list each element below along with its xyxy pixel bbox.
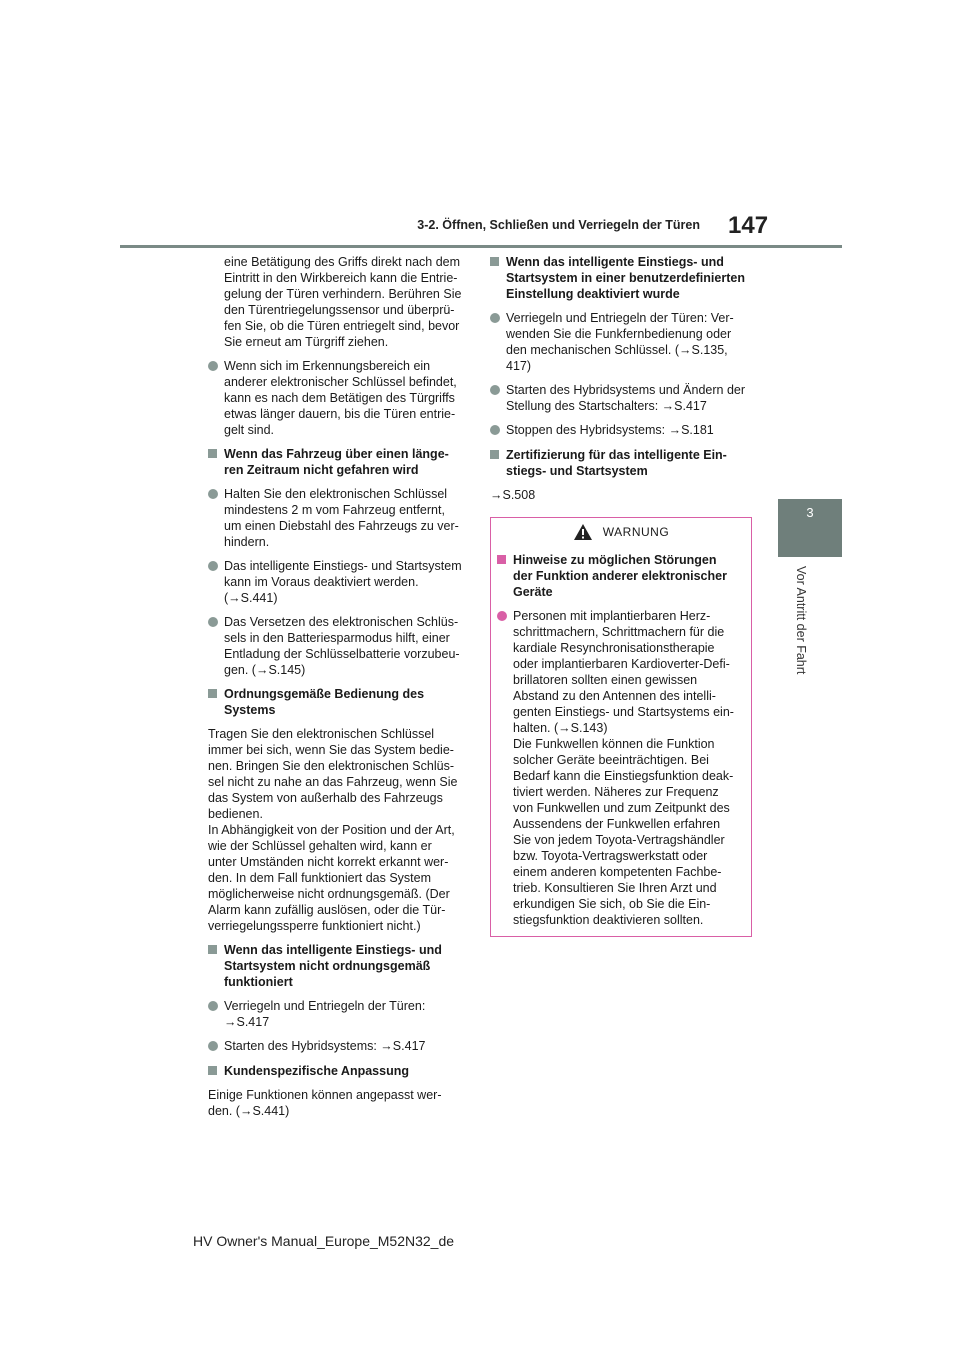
- bullet-dot-icon: [208, 361, 218, 371]
- warning-label: WARNUNG: [602, 525, 670, 539]
- list-item: [490, 310, 752, 374]
- list-item: [208, 998, 468, 1030]
- list-item: [490, 382, 752, 414]
- footer-text: HV Owner's Manual_Europe_M52N32_de: [193, 1233, 455, 1249]
- body-paragraph: Tragen Sie den elektronischen Schlüssel immer bei sich, wenn Sie das System bedie- nen. Bringen Sie den elektronischen Schlüs- sel nicht zu nahe an das Fahrzeug, wenn Sie das System von außerhalb des Fahrzeugs bedienen. In Abhängigkeit von der Position und der Art, wie der Schlüssel gehalten wird, kann er unter Umständen nicht korrekt erkannt wer- den. In dem Fall funktioniert das System möglicherweise nicht ordnungsgemäß. (Der Alarm kann zufällig auslösen, oder die Tür- verriegelungssperre funktioniert nicht.): [208, 727, 458, 933]
- section-heading-text: Ordnungsgemäße Bedienung des Systems: [224, 687, 425, 717]
- chapter-tab[interactable]: [778, 499, 842, 557]
- list-item-text: Das intelligente Einstiegs- und Startsystem kann im Voraus deaktiviert werden. (→S.441): [224, 559, 462, 605]
- section-heading-text: Wenn das intelligente Einstiegs- und Startsystem in einer benutzerdefinierten Einstellung deaktiviert wurde: [506, 255, 745, 301]
- chapter-title: Vor Antritt der Fahrt: [794, 566, 808, 675]
- heading-square-icon: [208, 1066, 217, 1075]
- chapter-number: 3: [806, 505, 814, 520]
- section-heading-text: Zertifizierung für das intelligente Ein- stiegs- und Startsystem: [506, 448, 727, 478]
- list-item-text: Halten Sie den elektronischen Schlüssel mindestens 2 m vom Fahrzeug entfernt, um einen Diebstahl des Fahrzeugs zu ver- hindern.: [224, 487, 459, 549]
- heading-square-icon: [208, 449, 217, 458]
- section-heading: [208, 446, 468, 478]
- section-title: 3-2. Öffnen, Schließen und Verriegeln der Türen: [417, 218, 700, 232]
- list-item-text: Verriegeln und Entriegeln der Türen: Ver- wenden Sie die Funkfernbedienung oder den mechanischen Schlüssel. (→S.135, 417): [506, 311, 734, 373]
- section-heading: [208, 686, 468, 718]
- body-paragraph: →S.508: [490, 488, 536, 502]
- warning-triangle-icon: [573, 523, 593, 541]
- warning-heading-text: Hinweise zu möglichen Störungen der Funktion anderer elektronischer Geräte: [513, 553, 727, 599]
- list-item-text: Das Versetzen des elektronischen Schlüs- sels in den Batteriesparmodus hilft, einer Entladung der Schlüsselbatterie vorzubeu- gen. (→S.145): [224, 615, 460, 677]
- bullet-dot-icon: [208, 1001, 218, 1011]
- bullet-dot-icon: [208, 617, 218, 627]
- list-item-text: Starten des Hybridsystems: →S.417: [224, 1039, 426, 1053]
- page-number: 147: [728, 212, 769, 239]
- heading-square-icon: [490, 257, 499, 266]
- warning-heading: [497, 552, 745, 600]
- list-item-text: Starten des Hybridsystems und Ändern der Stellung des Startschalters: →S.417: [506, 383, 746, 413]
- heading-square-icon: [208, 689, 217, 698]
- warning-header: [497, 518, 745, 546]
- bullet-dot-icon: [208, 489, 218, 499]
- section-heading: [490, 254, 752, 302]
- bullet-dot-icon: [490, 313, 500, 323]
- list-item: [208, 1038, 468, 1055]
- section-heading-text: Wenn das intelligente Einstiegs- und Startsystem nicht ordnungsgemäß funktioniert: [224, 943, 442, 989]
- section-heading-text: Wenn das Fahrzeug über einen länge- ren Zeitraum nicht gefahren wird: [224, 447, 449, 477]
- right-column: [490, 254, 752, 937]
- list-item: [490, 422, 752, 439]
- section-heading: [490, 447, 752, 479]
- header-divider: [120, 245, 842, 248]
- section-heading: [208, 942, 468, 990]
- list-item-text: Verriegeln und Entriegeln der Türen: →S.417: [224, 999, 426, 1029]
- heading-square-icon: [490, 450, 499, 459]
- list-item-text: Wenn sich im Erkennungsbereich ein anderer elektronischer Schlüssel befindet, kann es nach dem Betätigen des Türgriffs etwas länger dauern, bis die Türen entrie- gelt sind.: [224, 359, 457, 437]
- warning-box: [490, 517, 752, 937]
- bullet-dot-icon: [490, 425, 500, 435]
- body-paragraph: Einige Funktionen können angepasst wer- den. (→S.441): [208, 1088, 442, 1118]
- heading-square-icon: [497, 555, 506, 564]
- section-heading: [208, 1063, 468, 1079]
- warning-item: [497, 608, 745, 928]
- bullet-dot-icon: [208, 561, 218, 571]
- bullet-dot-icon: [490, 385, 500, 395]
- list-item: [208, 558, 468, 606]
- left-column: [208, 254, 468, 1127]
- list-item-text: Stoppen des Hybridsystems: →S.181: [506, 423, 714, 437]
- list-item: [208, 614, 468, 678]
- intro-paragraph: eine Betätigung des Griffs direkt nach dem Eintritt in den Wirkbereich kann die Entrie- gelung der Türen verhindern. Berühren Sie den Türentriegelungssensor und überprü- fen Sie, ob die Türen entriegelt sind, bevor Sie erneut am Türgriff ziehen.: [224, 255, 462, 349]
- list-item: [208, 358, 468, 438]
- bullet-dot-icon: [208, 1041, 218, 1051]
- list-item: [208, 486, 468, 550]
- warning-text: Personen mit implantierbaren Herz- schrittmachern, Schrittmachern für die kardiale Resynchronisationstherapie oder implantierbaren Kardioverter-Defi- brillatoren sollten einen gewissen Abstand zu den Antennen des intelli- genten Einstiegs- und Startsystems ein- halten. (→S.143) Die Funkwellen können die Funktion solcher Geräte beeinträchtigen. Bei Bedarf kann die Einstiegsfunktion deak- tiviert werden. Näheres zur Frequenz von Funkwellen und zum Zeitpunkt des Aussendens der Funkwellen erfahren Sie von jedem Toyota-Vertragshändler bzw. Toyota-Vertragswerkstatt oder einem anderen kompetenten Fachbe- trieb. Konsultieren Sie Ihren Arzt und erkundigen Sie sich, ob Sie die Ein- stiegsfunktion deaktivieren sollten.: [513, 609, 734, 927]
- heading-square-icon: [208, 945, 217, 954]
- section-heading-text: Kundenspezifische Anpassung: [224, 1064, 409, 1078]
- bullet-dot-icon: [497, 611, 507, 621]
